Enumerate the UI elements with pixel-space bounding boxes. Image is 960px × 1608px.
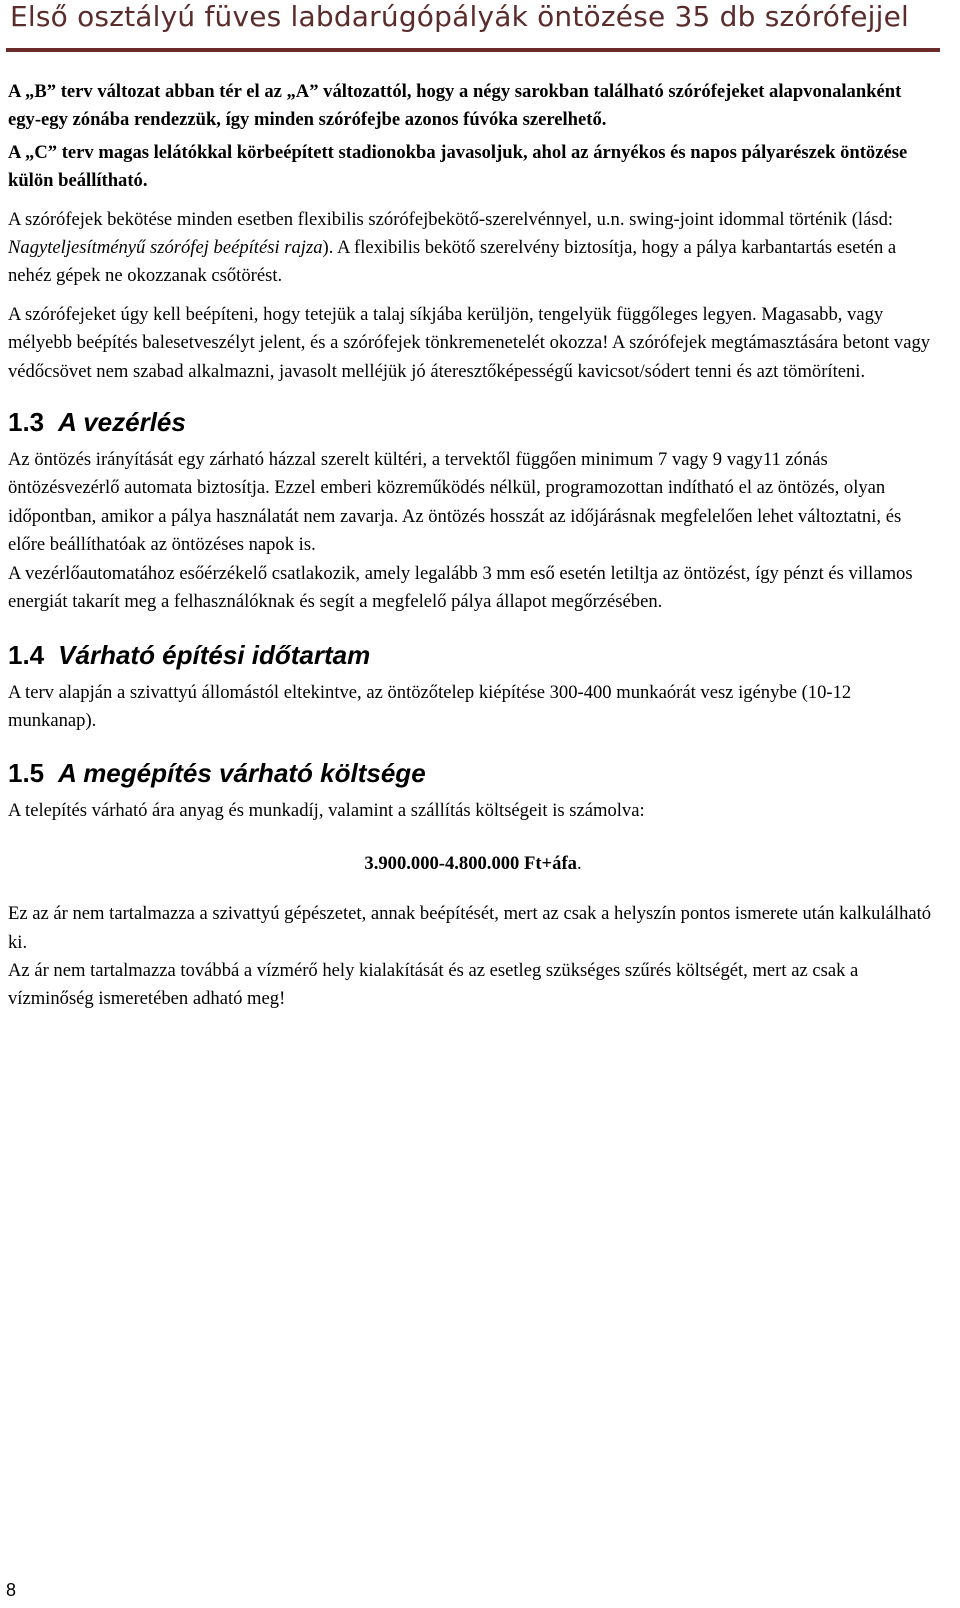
paragraph-plan-c: A „C” terv magas lelátókkal körbeépített stadionokba javasoljuk, ahol az árnyékos és napos pályarészek öntözése külön beállítható. xyxy=(8,141,908,192)
section-number: 1.5 xyxy=(8,758,45,789)
paragraph-swing-joint-text-1: A szórófejek bekötése minden esetben flexibilis szórófejbekötő-szerelvénnyel, u.n. swing-joint idommal történik (lásd: xyxy=(8,208,894,230)
paragraph-pump-excluded: Ez az ár nem tartalmazza a szivattyú gépészetet, annak beépítését, mert az csak a helyszín pontos ismerete után kalkulálható ki. xyxy=(8,903,932,953)
drawing-reference: Nagyteljesítményű szórófej beépítési rajza xyxy=(8,237,323,259)
section-title: A vezérlés xyxy=(58,407,186,438)
section-heading-1-3 xyxy=(8,406,938,438)
paragraph-controller: Az öntözés irányítását egy zárható házzal szerelt kültéri, a tervektől függően minimum 7 vagy 9 vagy11 zónás öntözésvezérlő automata biztosítja. Ezzel emberi közreműködés nélkül, programozottan indítható el az öntözés, olyan időpontban, amikor a pálya használatát nem zavarja. Az öntözés hosszát az időjárásnak megfelelően lehet változtatni, és előre beállíthatóak az öntözéses napok is. xyxy=(8,449,902,556)
paragraph-plan-b: A „B” terv változat abban tér el az „A” változattól, hogy a négy sarokban található szórófejeket alapvonalanként egy-egy zónába rendezzük, így minden szórófejbe azonos fúvóka szerelhető. xyxy=(8,81,902,131)
paragraph-swing-joint xyxy=(8,206,938,291)
price-value: 3.900.000-4.800.000 Ft+áfa xyxy=(364,852,577,874)
header-divider xyxy=(6,48,940,52)
page-number: 8 xyxy=(6,1580,17,1600)
section-heading-1-5 xyxy=(8,757,938,789)
document-body xyxy=(8,78,938,1014)
section-number: 1.3 xyxy=(8,407,45,438)
paragraph-installation: A szórófejeket úgy kell beépíteni, hogy tetejük a talaj síkjába kerüljön, tengelyük függőleges legyen. Magasabb, vagy mélyebb beépítés balesetveszélyt jelent, és a szórófejek tönkremenetelét okozza! A szórófejek megtámasztására betont vagy védőcsövet nem szabad alkalmazni, javasolt melléjük jó áteresztőképességű kavicsot/sódert tenni és azt tömöríteni. xyxy=(8,303,931,382)
section-title: Várható építési időtartam xyxy=(58,639,371,670)
paragraph-cost-intro: A telepítés várható ára anyag és munkadíj, valamint a szállítás költségeit is számolva: xyxy=(8,800,645,822)
page-header-title: Első osztályú füves labdarúgópályák öntözése 35 db szórófejjel xyxy=(10,0,909,33)
price-line xyxy=(8,850,938,878)
paragraph-rain-sensor: A vezérlőautomatához esőérzékelő csatlakozik, amely legalább 3 mm eső esetén letiltja az öntözést, így pénzt és villamos energiát takarít meg a felhasználóknak és segít a megfelelő pálya állapot megőrzésében. xyxy=(8,562,913,613)
price-suffix: . xyxy=(576,852,582,874)
paragraph-duration: A terv alapján a szivattyú állomástól eltekintve, az öntözőtelep kiépítése 300-400 munkaórát vesz igénybe (10-12 munkanap). xyxy=(8,681,852,731)
paragraph-meter-excluded: Az ár nem tartalmazza továbbá a vízmérő hely kialakítását és az esetleg szükséges szűrés költségét, mert az csak a vízminőség ismeretében adható meg! xyxy=(8,959,859,1010)
section-title: A megépítés várható költsége xyxy=(58,758,426,789)
section-heading-1-4 xyxy=(8,639,938,671)
paragraph-swing-joint-text-2: ). A flexibilis bekötő szerelvény biztosítja, hogy a pálya karbantartás esetén a nehéz gépek ne okozzanak csőtörést. xyxy=(8,237,897,287)
section-number: 1.4 xyxy=(8,639,45,670)
